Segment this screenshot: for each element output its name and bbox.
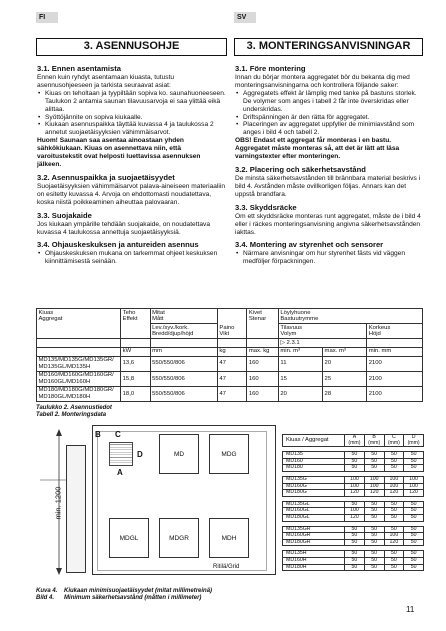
cell-value: 100 [364,483,384,490]
figure-caption-sv: Bild 4. Minimum säkerhetsavstånd (måtten i millimeter) [36,595,202,601]
letter-a: A [117,468,123,477]
list-item: • Syöttöjännite on sopiva kiukaalle. [45,114,226,122]
cell-dims: 550/550/806 [150,371,217,386]
heater-mdgr: MDGR [159,518,199,558]
cell-value: 50 [384,452,404,459]
cell-power: 13,6 [121,356,150,371]
cell-value: 50 [404,533,424,540]
cell-model: MD135/MD135G/MD135GR/ MD135GL/MD135H [37,356,121,371]
cell-value: 50 [404,458,424,465]
language-tab-sv: SV [234,12,256,23]
cell-value: 100 [404,483,424,490]
cell-value: 50 [364,551,384,558]
heater-grid-icon [109,442,133,466]
table-row [283,490,424,497]
cell-volume-min: 20 [278,386,322,401]
table-row [37,371,423,386]
unit-dims: mm [150,347,217,356]
unit-volume-min: min. m³ [278,347,322,356]
unit-weight: kg [217,347,246,356]
cell-value: 50 [384,564,404,571]
table-row [283,557,424,564]
cell-value: 120 [384,490,404,497]
cell-value: 120 [364,490,384,497]
cell-model: MD160GL [283,508,345,515]
cell-model: MD135GL [283,501,345,508]
cell-volume-max: 28 [323,386,367,401]
cell-value: 100 [345,508,365,515]
cell-model: MD160H [283,557,345,564]
page-number: 11 [406,605,415,614]
list-item: • Ohjauskeskuksen mukana on tarkemmat ohjeet keskuksen kiinnittämisestä seinään. [45,250,226,266]
unit-volume-max: max. m³ [323,347,367,356]
cell-weight: 47 [217,371,246,386]
cell-value: 50 [404,539,424,546]
cell-value: 50 [364,452,384,459]
heading-guard-rail: 3.3. Skyddsräcke [235,202,297,212]
cell-value: 50 [364,557,384,564]
list-item: • Driftspänningen är den rätta för aggregatet. [243,114,424,122]
cell-value: 50 [345,557,365,564]
cell-value: 120 [404,490,424,497]
heading-before-installation: 3.1. Före montering [235,64,306,73]
cell-value: 50 [404,465,424,472]
cell-value: 50 [345,539,365,546]
cell-height: 2100 [367,371,423,386]
letter-b: B [95,430,101,439]
table-row [283,465,424,472]
paragraph: De minsta säkerhetsavstånden till brännbara material beskrivs i bild 4. Avstånden måste ovillkorligen följas. Annars kan det uppstå brandfara. [235,174,421,198]
cell-value: 100 [345,483,365,490]
table-row [283,564,424,571]
cell-value: 50 [404,526,424,533]
header-power: Teho Effekt [121,309,150,339]
cell-value: 100 [384,476,404,483]
cell-value: 50 [404,564,424,571]
cell-model: MD180/MD180G/MD180GR/ MD180GL/MD180H [37,386,121,401]
cell-model: MD160GR [283,533,345,540]
cell-value: 100 [404,476,424,483]
cell-value: 50 [384,526,404,533]
cell-value: 50 [364,533,384,540]
header-volume: Tilavuus Volym [278,324,366,339]
cell-value: 50 [345,452,365,459]
cell-value: 50 [364,458,384,465]
paragraph: Suojaetäisyyksien vähimmäisarvot palava-aineiseen materiaaliin on esitetty kuvassa 4. Arvoja on ehdottomasti noudatettava, koska niistä poikkeaminen aiheuttaa palovaaran. [37,182,226,206]
header-b: B (mm) [364,435,384,447]
cell-stones: 160 [247,371,279,386]
wall-side-view [66,445,86,573]
cell-value: 50 [364,564,384,571]
table-row [283,539,424,546]
header-d: D (mm) [404,435,424,447]
cell-model: MD160/MD160G/MD160GR/ MD160GL/MD160H [37,371,121,386]
heading-control-unit: 3.4. Ohjauskeskuksen ja antureiden asennus [37,240,199,250]
header-a: A (mm) [345,435,365,447]
cell-value: 50 [384,465,404,472]
paragraph: Ennen kuin ryhdyt asentamaan kiuasta, tutustu asennusohjeeseen ja tarkista seuraavat asiat: [37,74,175,89]
section-title-fi: 3. ASENNUSOHJE [36,38,227,56]
cell-model: MD180GL [283,514,345,521]
cell-stones: 160 [247,386,279,401]
list-item: • Kiuas on teholtaan ja tyypiltään sopiva ko. saunahuoneeseen. Taulukon 2 antamia saunan tilavuusarvoja ei saa ylittää eikä alittaa. [45,90,226,114]
cell-value: 120 [345,514,365,521]
cell-value: 50 [345,564,365,571]
cell-value: 50 [384,551,404,558]
heading-control-unit: 3.4. Montering av styrenhet och sensorer [235,240,384,250]
text-column-fi [37,64,226,270]
section-title-sv: 3. MONTERINGSANVISNINGAR [234,38,423,56]
room-plan [92,425,276,575]
heading-before-installation: 3.1. Ennen asentamista [37,64,121,73]
header-model: Kiuas / Aggregat [283,435,345,447]
cell-dims: 550/550/806 [150,356,217,371]
cell-weight: 47 [217,356,246,371]
cell-model: MD180 [283,465,345,472]
header-dimensions: Mitat Mått [150,309,217,324]
cell-value: 50 [384,501,404,508]
heading-guard-rail: 3.3. Suojakaide [37,210,92,220]
reference-heater [95,430,143,477]
list-item: • Närmare anvisningar om hur styrenhet fästs vid väggen medföljer förpackningen. [243,250,424,266]
list-item: • Kiukaan asennuspaikka täyttää kuvassa 4 ja taulukossa 2 annetut suojaetäisyyksien vähimmäisarvot. [45,121,226,137]
header-sauna-room: Löylyhuone Bastuutrymme [278,309,422,324]
cell-value: 50 [384,557,404,564]
clearance-figure [36,425,276,575]
cell-value: 100 [364,476,384,483]
cell-value: 120 [345,490,365,497]
cell-value: 50 [364,539,384,546]
letter-c: C [115,430,121,439]
paragraph: Innan du börjar montera aggregatet bör du bekanta dig med monteringsanvisningarna och kontrollera följande saker: [235,74,410,89]
cell-value: 50 [384,514,404,521]
cell-value: 100 [345,476,365,483]
cell-value: 50 [345,551,365,558]
installation-data-table [36,308,423,402]
cell-value: 50 [384,508,404,515]
cell-value: 100 [384,483,404,490]
cell-value: 100 [384,533,404,540]
cell-model: MD135G [283,476,345,483]
cell-model: MD180GR [283,539,345,546]
cell-value: 50 [404,551,424,558]
cell-height: 2100 [367,356,423,371]
cell-weight: 47 [217,386,246,401]
cell-model: MD135 [283,452,345,459]
list-item: • Placeringen av aggregatet uppfyller de minimiavstånd som anges i bild 4 och tabell 2. [243,121,424,137]
header-dimensions-sub: Lev./syv./kork. Bredd/djup/höjd [150,324,217,339]
cell-value: 50 [404,452,424,459]
text-column-sv [235,64,424,270]
min-height-label: min. 1200 [53,486,63,520]
heater-mdgl: MDGL [109,518,149,558]
cell-value: 50 [345,465,365,472]
list-item: • Aggregatets effekt är lämplig med tanke på bastuns storlek. De volymer som anges i tabell 2 får inte överskridas eller underskridas. [243,90,424,114]
header-height: Korkeus Höjd [367,324,423,339]
heading-placement: 3.2. Placering och säkerhetsavstånd [235,164,366,174]
header-c: C (mm) [384,435,404,447]
heater-md: MD [159,434,199,474]
cell-value: 50 [345,533,365,540]
cell-volume-max: 25 [323,371,367,386]
unit-power: kW [121,347,150,356]
cell-height: 2100 [367,386,423,401]
clearance-table [282,434,424,571]
unit-stones: max. kg [247,347,279,356]
table-caption-fi: Taulukko 2. Asennustiedot [36,405,112,411]
cell-model: MD135GR [283,526,345,533]
cell-value: 50 [364,508,384,515]
cell-model: MD180H [283,564,345,571]
paragraph: Om ett skyddsräcke monteras runt aggregatet, måste de i bild 4 eller i räckes monteringsanvisning angivna säkerhetsavstånden iakttas. [235,212,421,236]
grid-label: Ritilä/Grid [213,564,240,570]
warning-note: OBS! Endast ett aggregat får monteras i en bastu. Aggregatet måste monteras så, att det är lätt att läsa varningstexter efter monteringen. [235,137,400,161]
cell-model: MD180G [283,490,345,497]
language-tab-fi: FI [36,12,58,23]
cell-value: 50 [364,501,384,508]
cell-value: 50 [345,501,365,508]
table-row [37,386,423,401]
cell-power: 18,0 [121,386,150,401]
header-stones: Kivet Stenar [247,309,279,339]
unit-height: min. mm [367,347,423,356]
table-caption-sv: Tabell 2. Monteringsdata [36,412,107,418]
heater-mdg: MDG [209,434,249,474]
header-weight: Paino Vikt [217,309,246,339]
cell-value: 50 [404,514,424,521]
cell-value: 50 [404,557,424,564]
cell-stones: 160 [247,356,279,371]
cell-value: 50 [345,458,365,465]
header-model: Kiuas Aggregat [37,309,121,339]
cell-model: MD135H [283,551,345,558]
volume-note: ▷ 2.3.1 [278,339,366,348]
cell-value: 50 [364,465,384,472]
cell-model: MD160 [283,458,345,465]
cell-model: MD160G [283,483,345,490]
cell-value: 50 [364,526,384,533]
cell-volume-min: 11 [278,356,322,371]
figure-caption-fi: Kuva 4. Kiukaan minimisuojaetäisyydet (mitat millimetreinä) [36,588,213,594]
warning-note: Huom! Saunaan saa asentaa ainoastaan yhden sähkökiukaan. Kiuas on asennettava niin, että varoitustekstit ovat helposti luettavissa asennuksen jälkeen. [37,137,201,168]
cell-value: 50 [404,508,424,515]
cell-value: 50 [345,526,365,533]
cell-volume-max: 20 [323,356,367,371]
letter-d: D [137,450,143,459]
cell-value: 50 [384,458,404,465]
cell-value: 50 [404,501,424,508]
paragraph: Jos kiukaan ympärille tehdään suojakaide, on noudatettava kuvassa 4 taulukossa annettuja suojaetäisyyksiä. [37,220,211,236]
cell-power: 15,8 [121,371,150,386]
heading-placement: 3.2. Asennuspaikka ja suojaetäisyydet [37,172,175,182]
cell-dims: 550/550/806 [150,386,217,401]
cell-value: 120 [384,539,404,546]
heater-mdh: MDH [209,518,249,558]
table-row [37,356,423,371]
table-row [283,514,424,521]
cell-volume-min: 15 [278,371,322,386]
cell-value: 50 [364,514,384,521]
